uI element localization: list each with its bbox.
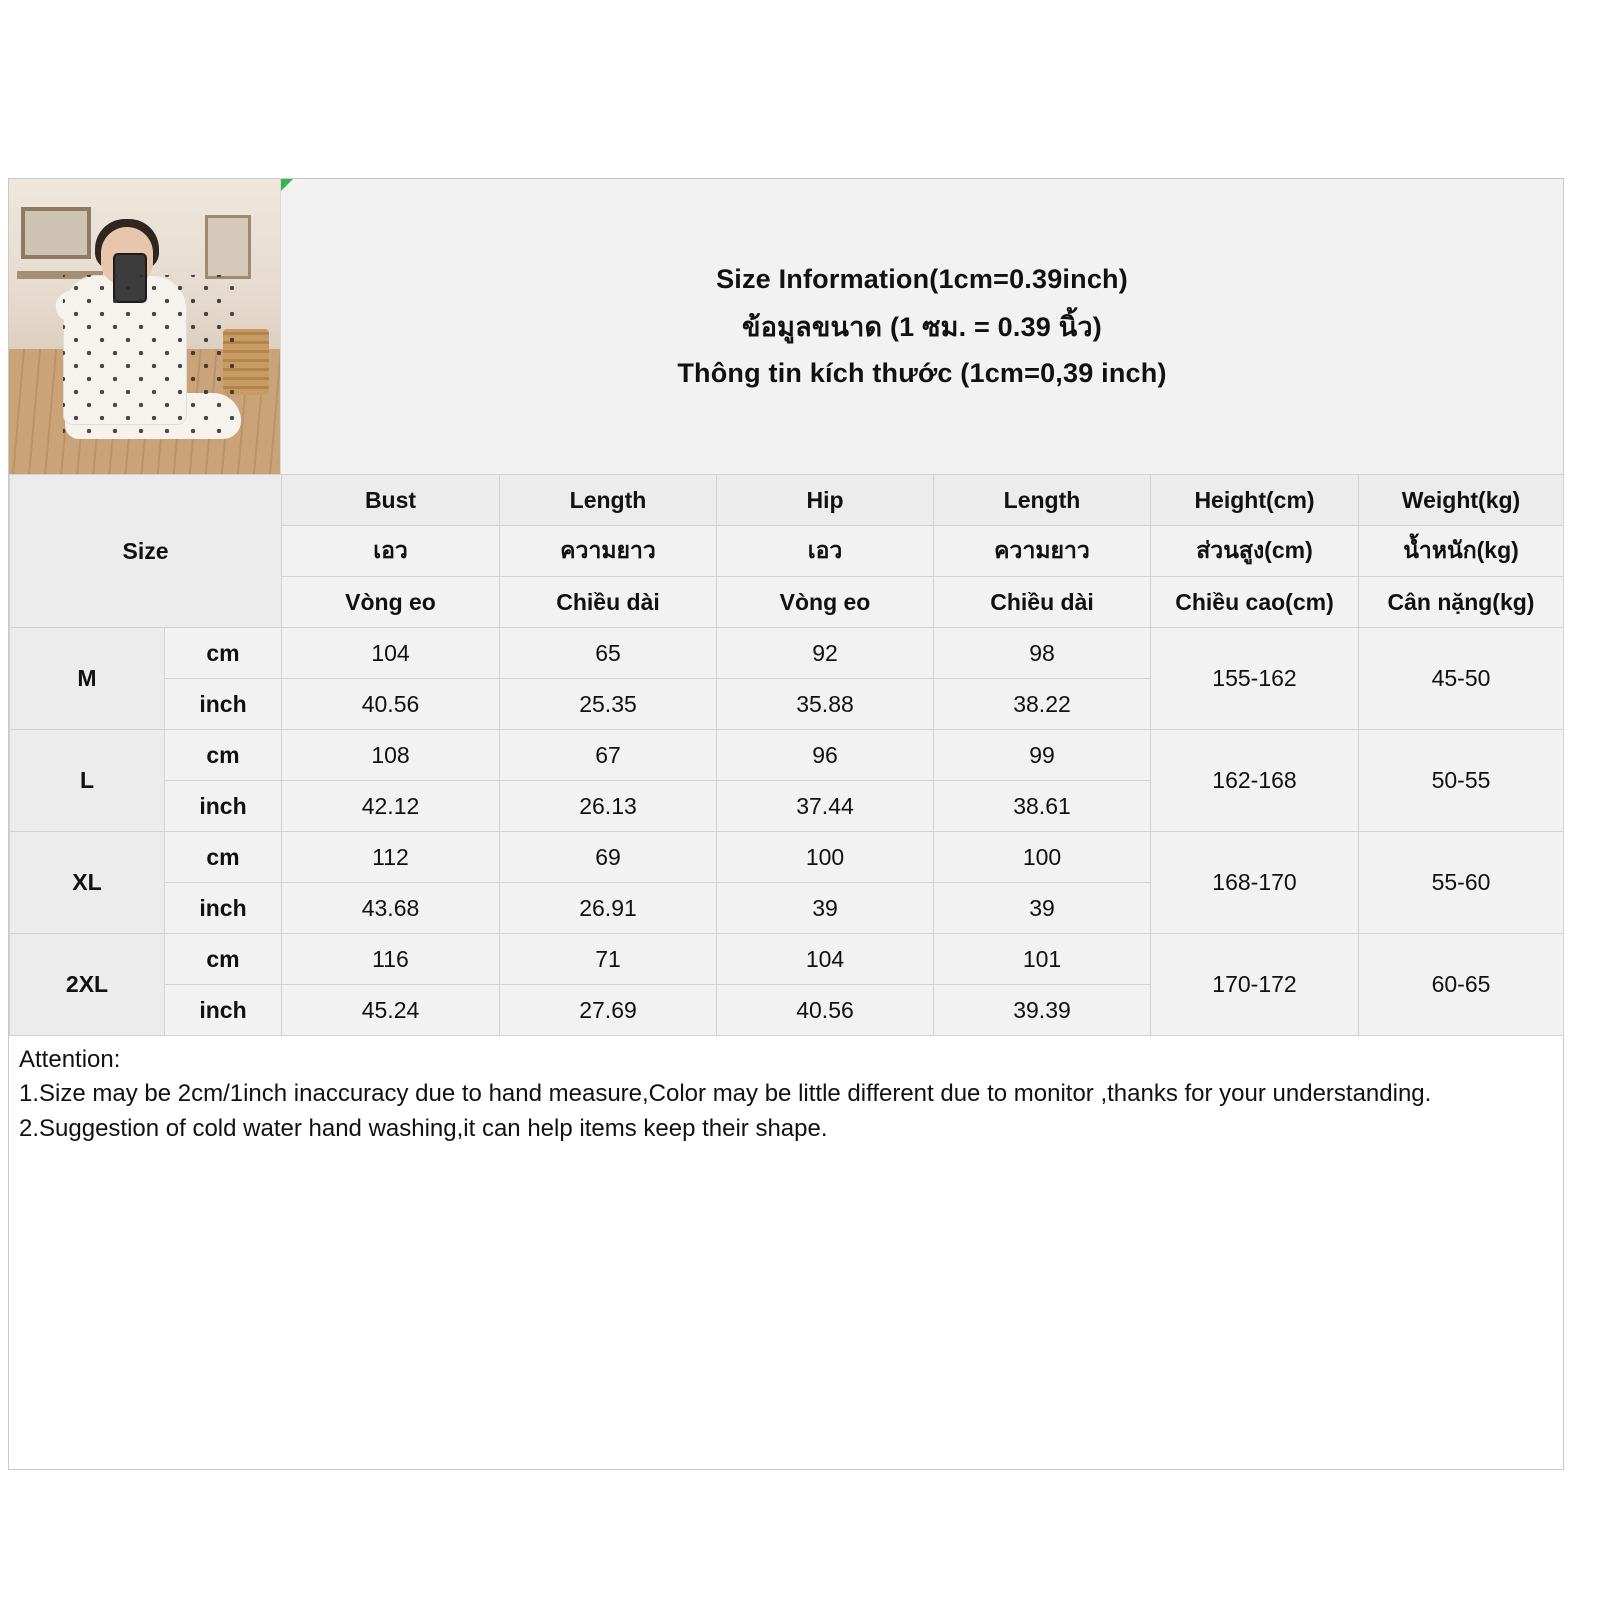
row-size-2xl: 2XL: [10, 934, 165, 1036]
row-2xl-cm-hip: 104: [717, 934, 934, 985]
size-corner-cell: Size: [10, 475, 282, 628]
header-length-top-th: ความยาว: [500, 526, 717, 577]
row-2xl-inch-length-top: 27.69: [500, 985, 717, 1036]
row-m-cm-hip: 92: [717, 628, 934, 679]
photo-basket: [223, 329, 269, 395]
row-m-cm-bust: 104: [282, 628, 500, 679]
table-row: [10, 730, 1564, 781]
photo-wall-frame-2: [205, 215, 251, 279]
row-2xl-unit-cm: cm: [165, 934, 282, 985]
row-m-unit-cm: cm: [165, 628, 282, 679]
size-chart-card: [8, 178, 1564, 1470]
header-length-bottom-en: Length: [934, 475, 1151, 526]
row-xl-unit-cm: cm: [165, 832, 282, 883]
row-l-inch-length-top: 26.13: [500, 781, 717, 832]
photo-phone: [113, 253, 147, 303]
row-xl-cm-hip: 100: [717, 832, 934, 883]
row-l-unit-cm: cm: [165, 730, 282, 781]
row-xl-inch-length-bottom: 39: [934, 883, 1151, 934]
row-size-l: L: [10, 730, 165, 832]
row-xl-weight: 55-60: [1359, 832, 1564, 934]
header-hip-vi: Vòng eo: [717, 577, 934, 628]
row-xl-cm-bust: 112: [282, 832, 500, 883]
row-l-height: 162-168: [1151, 730, 1359, 832]
row-m-inch-length-bottom: 38.22: [934, 679, 1151, 730]
header-length-bottom-vi: Chiều dài: [934, 577, 1151, 628]
row-xl-inch-hip: 39: [717, 883, 934, 934]
attention-heading: Attention:: [19, 1046, 121, 1073]
table-row: [10, 832, 1564, 883]
header-hip-en: Hip: [717, 475, 934, 526]
row-xl-inch-length-top: 26.91: [500, 883, 717, 934]
row-l-weight: 50-55: [1359, 730, 1564, 832]
header-height-vi: Chiều cao(cm): [1151, 577, 1359, 628]
header-length-top-vi: Chiều dài: [500, 577, 717, 628]
row-l-unit-inch: inch: [165, 781, 282, 832]
row-size-m: M: [10, 628, 165, 730]
table-row: [10, 934, 1564, 985]
row-2xl-weight: 60-65: [1359, 934, 1564, 1036]
row-2xl-cm-length-bottom: 101: [934, 934, 1151, 985]
row-m-weight: 45-50: [1359, 628, 1564, 730]
header-length-bottom-th: ความยาว: [934, 526, 1151, 577]
header-height-en: Height(cm): [1151, 475, 1359, 526]
photo-wall-frame: [21, 207, 91, 259]
title-block: [281, 179, 1563, 474]
header-band: [9, 179, 1563, 474]
table-header-row-en: [10, 475, 1564, 526]
row-2xl-inch-length-bottom: 39.39: [934, 985, 1151, 1036]
row-l-inch-bust: 42.12: [282, 781, 500, 832]
header-bust-vi: Vòng eo: [282, 577, 500, 628]
row-l-inch-hip: 37.44: [717, 781, 934, 832]
row-xl-unit-inch: inch: [165, 883, 282, 934]
title-line-en: Size Information(1cm=0.39inch): [716, 264, 1128, 294]
attention-notes: [9, 1036, 1563, 1145]
header-weight-th: น้ำหนัก(kg): [1359, 526, 1564, 577]
row-m-height: 155-162: [1151, 628, 1359, 730]
row-2xl-height: 170-172: [1151, 934, 1359, 1036]
row-m-unit-inch: inch: [165, 679, 282, 730]
header-height-th: ส่วนสูง(cm): [1151, 526, 1359, 577]
green-corner-marker: [281, 179, 293, 191]
row-size-xl: XL: [10, 832, 165, 934]
header-bust-en: Bust: [282, 475, 500, 526]
row-xl-inch-bust: 43.68: [282, 883, 500, 934]
header-hip-th: เอว: [717, 526, 934, 577]
row-l-cm-hip: 96: [717, 730, 934, 781]
row-m-cm-length-top: 65: [500, 628, 717, 679]
row-m-inch-length-top: 25.35: [500, 679, 717, 730]
header-length-top-en: Length: [500, 475, 717, 526]
attention-line-1: 1.Size may be 2cm/1inch inaccuracy due to hand measure,Color may be little different due to monitor ,thanks for your understanding.: [19, 1080, 1432, 1108]
title-line-vi: Thông tin kích thước (1cm=0,39 inch): [677, 358, 1167, 388]
model-photo: [9, 179, 281, 474]
row-m-inch-bust: 40.56: [282, 679, 500, 730]
header-weight-en: Weight(kg): [1359, 475, 1564, 526]
row-l-inch-length-bottom: 38.61: [934, 781, 1151, 832]
header-weight-vi: Cân nặng(kg): [1359, 577, 1564, 628]
row-l-cm-length-bottom: 99: [934, 730, 1151, 781]
row-2xl-cm-bust: 116: [282, 934, 500, 985]
row-2xl-inch-bust: 45.24: [282, 985, 500, 1036]
row-m-cm-length-bottom: 98: [934, 628, 1151, 679]
row-2xl-cm-length-top: 71: [500, 934, 717, 985]
row-m-inch-hip: 35.88: [717, 679, 934, 730]
header-bust-th: เอว: [282, 526, 500, 577]
title-line-th: ข้อมูลขนาด (1 ซม. = 0.39 นิ้ว): [742, 312, 1102, 342]
table-row: [10, 628, 1564, 679]
row-xl-height: 168-170: [1151, 832, 1359, 934]
row-xl-cm-length-bottom: 100: [934, 832, 1151, 883]
attention-line-2: 2.Suggestion of cold water hand washing,it can help items keep their shape.: [19, 1114, 828, 1142]
row-2xl-unit-inch: inch: [165, 985, 282, 1036]
size-table: [9, 474, 1564, 1036]
row-l-cm-bust: 108: [282, 730, 500, 781]
row-xl-cm-length-top: 69: [500, 832, 717, 883]
row-l-cm-length-top: 67: [500, 730, 717, 781]
row-2xl-inch-hip: 40.56: [717, 985, 934, 1036]
